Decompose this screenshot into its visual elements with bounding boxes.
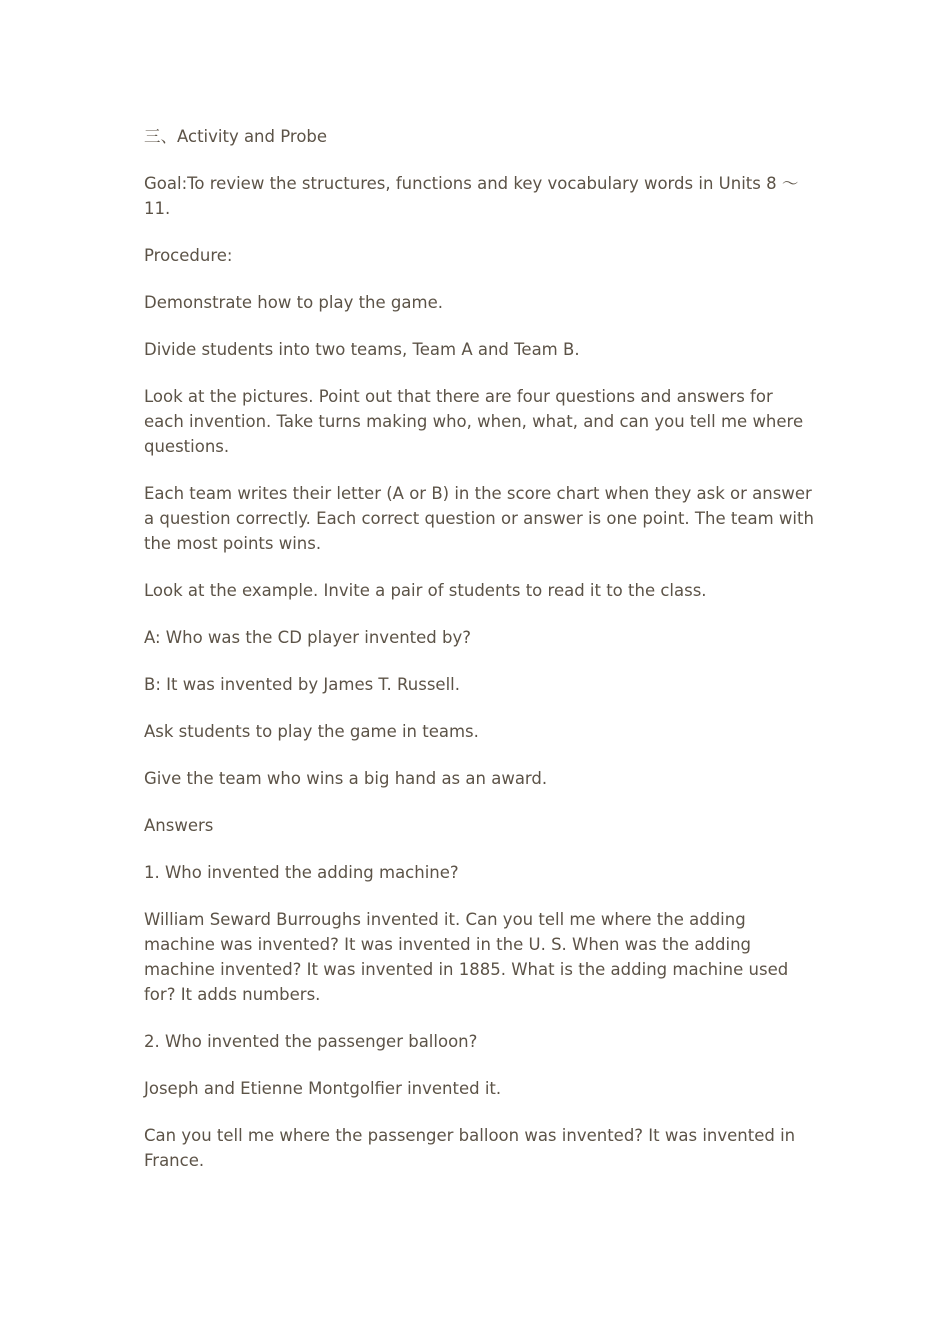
answer-text: William Seward Burroughs invented it. Can you tell me where the adding machine was invented? It was invented in the U. S. When was the adding machine invented? It was invented in 1885. What is the adding machine used for? It adds numbers. (144, 910, 789, 1004)
answers-heading: Answers (144, 816, 214, 835)
procedure-step: Look at the example. Invite a pair of students to read it to the class. (144, 581, 707, 600)
answer-text: Joseph and Etienne Montgolfier invented it. (144, 1079, 502, 1098)
procedure-step: Demonstrate how to play the game. (144, 293, 443, 312)
section-heading: 三、Activity and Probe (144, 127, 328, 146)
procedure-step: Look at the pictures. Point out that there are four questions and answers for each invention. Take turns making who, when, what, and can you tell me where questions. (144, 387, 804, 456)
goal-paragraph: Goal:To review the structures, functions and key vocabulary words in Units 8 ～11. (144, 174, 799, 218)
procedure-step: Divide students into two teams, Team A and Team B. (144, 340, 580, 359)
example-line: A: Who was the CD player invented by? (144, 628, 472, 647)
procedure-step: Each team writes their letter (A or B) in the score chart when they ask or answer a question correctly. Each correct question or answer is one point. The team with the most points wins. (144, 484, 814, 553)
procedure-step: Give the team who wins a big hand as an award. (144, 769, 548, 788)
answer-text: Can you tell me where the passenger balloon was invented? It was invented in France. (144, 1126, 796, 1170)
answer-question: 1. Who invented the adding machine? (144, 863, 459, 882)
procedure-label: Procedure: (144, 246, 233, 265)
document-page (144, 124, 816, 1195)
example-line: B: It was invented by James T. Russell. (144, 675, 460, 694)
answer-question: 2. Who invented the passenger balloon? (144, 1032, 478, 1051)
procedure-step: Ask students to play the game in teams. (144, 722, 479, 741)
